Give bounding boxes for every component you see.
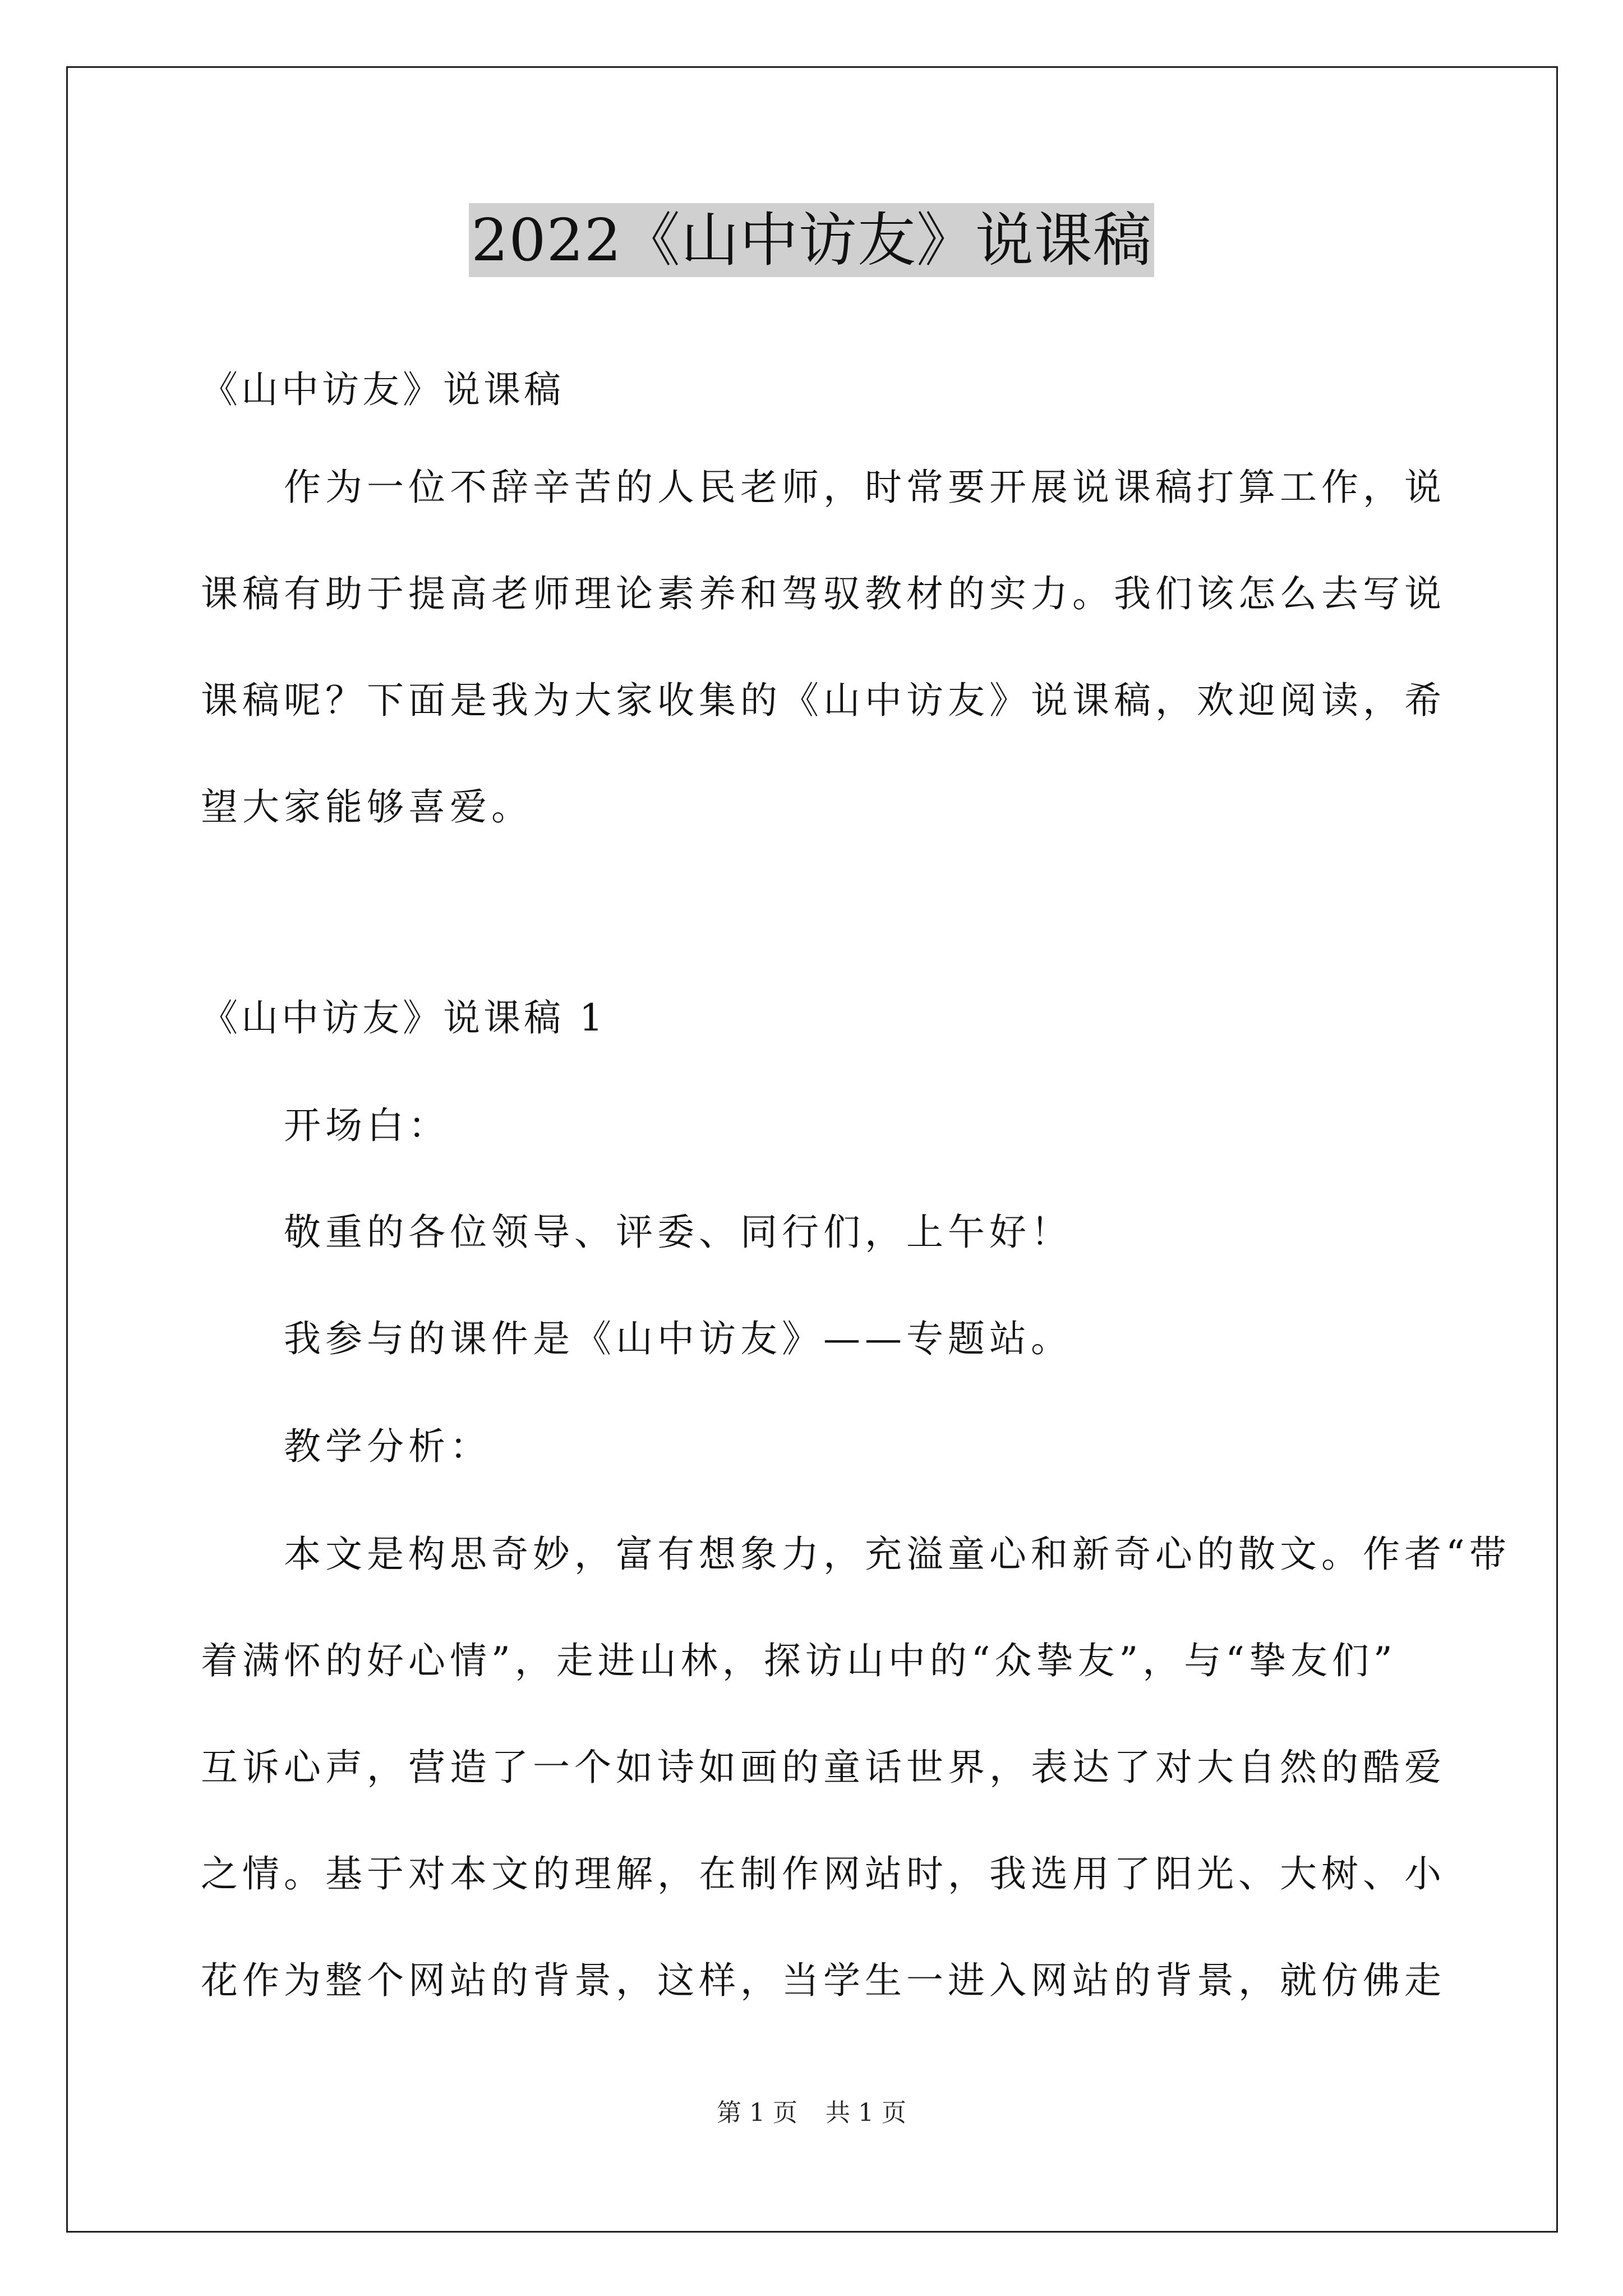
intro-paragraph xyxy=(201,434,1446,861)
section-heading: 《山中访友》说课稿 1 xyxy=(201,996,606,1039)
intro-line: 课稿有助于提高老师理论素养和驾驭教材的实力。我们该怎么去写说 xyxy=(201,572,1446,615)
opening-label: 开场白： xyxy=(284,1104,450,1147)
analysis-label: 教学分析： xyxy=(284,1425,491,1468)
page-footer xyxy=(0,2092,1623,2128)
document-title: 2022《山中访友》说课稿 xyxy=(469,203,1154,277)
page-number: 第 1 页 xyxy=(717,2099,797,2127)
analysis-line: 之情。基于对本文的理解，在制作网站时，我选用了阳光、大树、小 xyxy=(201,1852,1446,1895)
analysis-line: 花作为整个网站的背景，这样，当学生一进入网站的背景，就仿佛走 xyxy=(201,1959,1446,2002)
title-container xyxy=(0,203,1623,277)
subtitle: 《山中访友》说课稿 xyxy=(201,368,564,411)
analysis-line: 互诉心声，营造了一个如诗如画的童话世界，表达了对大自然的酷爱 xyxy=(201,1746,1446,1789)
intro-line: 望大家能够喜爱。 xyxy=(201,785,533,829)
analysis-paragraph xyxy=(201,1501,1511,2034)
intro-line: 作为一位不辞辛苦的人民老师，时常要开展说课稿打算工作，说 xyxy=(284,466,1446,509)
greeting: 敬重的各位领导、评委、同行们，上午好！ xyxy=(284,1211,1072,1254)
courseware-intro: 我参与的课件是《山中访友》——专题站。 xyxy=(284,1317,1072,1360)
analysis-line: 着满怀的好心情”，走进山林，探访山中的“众挚友”，与“挚友们” xyxy=(201,1639,1397,1682)
page-total: 共 1 页 xyxy=(826,2099,906,2127)
analysis-line: 本文是构思奇妙，富有想象力，充溢童心和新奇心的散文。作者“带 xyxy=(284,1533,1511,1576)
intro-line: 课稿呢？下面是我为大家收集的《山中访友》说课稿，欢迎阅读，希 xyxy=(201,679,1446,722)
